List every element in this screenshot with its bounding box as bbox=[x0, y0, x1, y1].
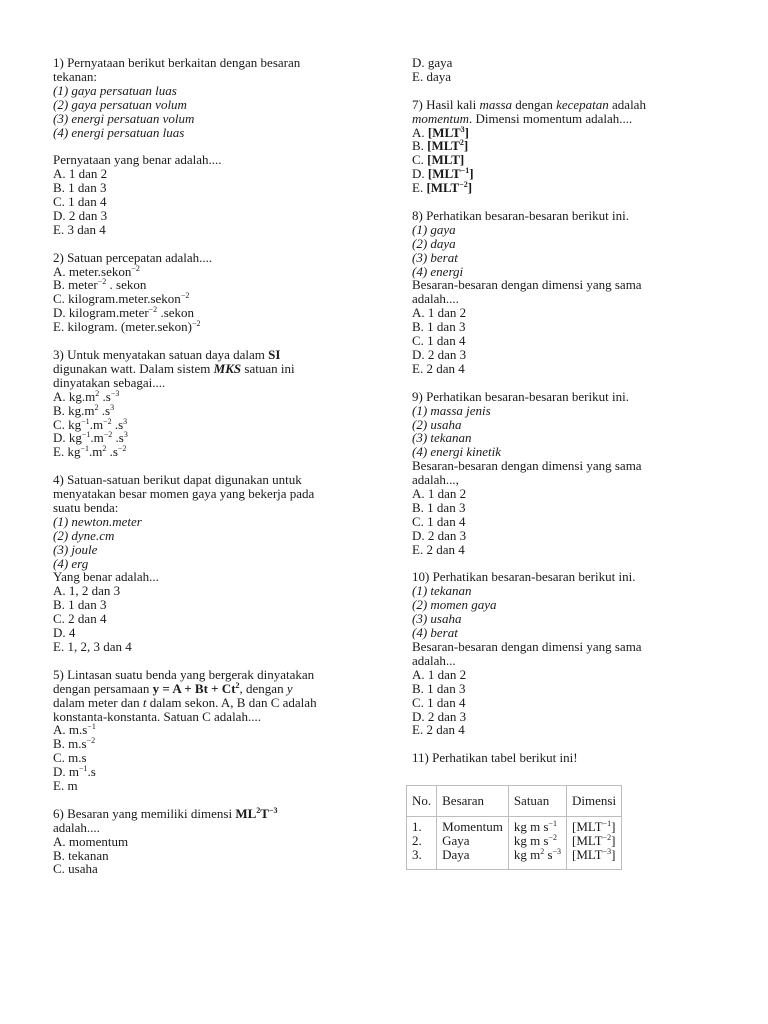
answer-option: C. m.s bbox=[53, 750, 87, 766]
answer-option: A. 1 dan 2 bbox=[412, 486, 467, 502]
question-stem: 2) Satuan percepatan adalah.... bbox=[53, 249, 213, 265]
answer-option: B. 1 dan 3 bbox=[412, 680, 466, 696]
answer-option: A. 1 dan 2 bbox=[412, 305, 467, 321]
question-stem: 4) Satuan-satuan berikut dapat digunakan untuk bbox=[53, 472, 302, 488]
question-11 bbox=[412, 751, 712, 765]
answer-option: A. meter.sekon$^{-2}$ bbox=[53, 263, 140, 279]
question-5 bbox=[53, 668, 353, 793]
statement-item: (1) newton.meter bbox=[53, 513, 142, 529]
answer-option: B. [MLT$^2$] bbox=[412, 138, 469, 154]
answer-option: B. 1 dan 3 bbox=[412, 499, 466, 515]
answer-option: A. 1, 2 dan 3 bbox=[53, 583, 121, 599]
answer-option: D. $kg^{-1}.m^{-2}$ $.s^3$ bbox=[53, 430, 128, 446]
question-stem: 1) Pernyataan berikut berkaitan dengan besaran bbox=[53, 55, 301, 70]
answer-option: E. daya bbox=[412, 68, 451, 84]
statement-item: (4) berat bbox=[412, 625, 458, 641]
table-cell-no: 1. bbox=[407, 817, 437, 834]
question-stem: konstanta-konstanta. Satuan C adalah.... bbox=[53, 708, 261, 724]
answer-option: D. 2 dan 3 bbox=[412, 347, 467, 362]
table-cell-dimensi: $[MLT^{-3}]$ bbox=[567, 848, 622, 869]
question-2 bbox=[53, 251, 353, 334]
question-stem: 6) Besaran yang memiliki dimensi $ML^2T^{-3}$ bbox=[53, 805, 278, 821]
answer-option: D. 2 dan 3 bbox=[412, 708, 467, 724]
table-cell-satuan: kg m $s^{-1}$ bbox=[508, 817, 566, 834]
answer-option: D. kilogram.meter$^{-2}$ .sekon bbox=[53, 305, 195, 321]
question-6-continued bbox=[412, 56, 712, 84]
answer-option: C. 1 dan 4 bbox=[412, 513, 466, 529]
statement-item: (1) gaya persatuan luas bbox=[53, 82, 177, 98]
statement-item: (2) gaya persatuan volum bbox=[53, 96, 187, 112]
question-3 bbox=[53, 348, 353, 459]
answer-option: B. $m.s^{-2}$ bbox=[53, 736, 96, 752]
statement-item: (3) tekanan bbox=[412, 430, 472, 446]
answer-option: C. 2 dan 4 bbox=[53, 611, 107, 627]
answer-option: E. 2 dan 4 bbox=[412, 722, 465, 738]
table-row bbox=[407, 848, 622, 869]
statement-item: (3) berat bbox=[412, 249, 458, 265]
answer-option: D. $m^{-1}.s$ bbox=[53, 764, 96, 780]
table-cell-no: 3. bbox=[407, 848, 437, 869]
question-prompt: adalah.... bbox=[412, 291, 459, 307]
table-row bbox=[407, 834, 622, 848]
answer-option: D. 2 dan 3 bbox=[412, 527, 467, 543]
question-stem: dalam meter dan t dalam sekon. A, B dan C adalah bbox=[53, 694, 317, 710]
column-header: No. bbox=[407, 786, 437, 817]
statement-item: (3) energi persatuan volum bbox=[53, 110, 195, 126]
answer-option: B. meter$^{-2}$ . sekon bbox=[53, 277, 147, 293]
question-stem: suatu benda: bbox=[53, 499, 119, 515]
column-header: Besaran bbox=[437, 786, 509, 817]
right-column bbox=[412, 56, 712, 765]
question-6 bbox=[53, 807, 353, 877]
table-cell-satuan: kg m $s^{-2}$ bbox=[508, 834, 566, 848]
statement-item: (1) tekanan bbox=[412, 583, 472, 599]
table-cell-dimensi: $[MLT^{-2}]$ bbox=[567, 834, 622, 848]
question-8 bbox=[412, 209, 712, 376]
answer-option: E. $[MLT^{-2}]$ bbox=[412, 180, 473, 196]
answer-option: B. 1 dan 3 bbox=[53, 180, 107, 196]
answer-option: A. 1 dan 2 bbox=[412, 666, 467, 682]
answer-option: C. 1 dan 4 bbox=[53, 194, 107, 210]
question-stem: 3) Untuk menyatakan satuan daya dalam SI bbox=[53, 346, 281, 362]
left-column bbox=[53, 56, 353, 876]
answer-option: E. 3 dan 4 bbox=[53, 221, 106, 237]
statement-item: (2) dyne.cm bbox=[53, 527, 115, 543]
answer-option: C. 1 dan 4 bbox=[412, 333, 466, 349]
answer-option: E. 2 dan 4 bbox=[412, 360, 465, 376]
answer-option: A. $kg.m^2$ $.s^{-3}$ bbox=[53, 388, 120, 404]
statement-item: (2) daya bbox=[412, 235, 456, 251]
question-prompt: Besaran-besaran dengan dimensi yang sama bbox=[412, 277, 642, 293]
question-stem: dengan persamaan $y = A + Bt + Ct^2$, dengan y bbox=[53, 680, 293, 696]
answer-option: C. 1 dan 4 bbox=[412, 694, 466, 710]
quantity-table bbox=[406, 785, 622, 870]
statement-item: (4) energi bbox=[412, 263, 464, 279]
column-header: Satuan bbox=[508, 786, 566, 817]
question-stem: 9) Perhatikan besaran-besaran berikut ini. bbox=[412, 388, 629, 404]
answer-option: B. tekanan bbox=[53, 847, 109, 863]
question-prompt: Pernyataan yang benar adalah.... bbox=[53, 152, 222, 168]
table-cell-dimensi: $[MLT^{-1}]$ bbox=[567, 817, 622, 834]
question-prompt: Besaran-besaran dengan dimensi yang sama bbox=[412, 458, 642, 474]
answer-option: D. 2 dan 3 bbox=[53, 207, 108, 223]
statement-item: (2) momen gaya bbox=[412, 597, 497, 613]
statement-item: (1) gaya bbox=[412, 221, 456, 237]
question-prompt: adalah... bbox=[412, 652, 456, 668]
question-stem: 7) Hasil kali massa dengan kecepatan adalah bbox=[412, 96, 646, 112]
question-stem: digunakan watt. Dalam sistem MKS satuan ini bbox=[53, 360, 295, 376]
question-1 bbox=[53, 56, 353, 237]
question-stem: momentum. Dimensi momentum adalah.... bbox=[412, 110, 633, 126]
question-stem: 11) Perhatikan tabel berikut ini! bbox=[412, 750, 578, 766]
question-10 bbox=[412, 570, 712, 737]
statement-item: (4) energi kinetik bbox=[412, 444, 502, 460]
answer-option: A. $m.s^{-1}$ bbox=[53, 722, 96, 738]
question-stem: adalah.... bbox=[53, 819, 100, 835]
answer-option: C. kilogram.meter.sekon$^{-2}$ bbox=[53, 291, 190, 307]
table-cell-besaran: Gaya bbox=[437, 834, 509, 848]
statement-item: (3) usaha bbox=[412, 611, 462, 627]
answer-option: D. gaya bbox=[412, 55, 453, 70]
answer-option: C. [MLT] bbox=[412, 152, 465, 168]
equation: y = A + Bt + Ct bbox=[152, 680, 236, 696]
answer-option: E. 2 dan 4 bbox=[412, 541, 465, 557]
statement-item: (1) massa jenis bbox=[412, 402, 491, 418]
column-header: Dimensi bbox=[567, 786, 622, 817]
question-stem: dinyatakan sebagai.... bbox=[53, 374, 166, 390]
statement-item: (2) usaha bbox=[412, 416, 462, 432]
answer-option: A. momentum bbox=[53, 833, 129, 849]
question-prompt: Yang benar adalah... bbox=[53, 569, 159, 585]
question-prompt: Besaran-besaran dengan dimensi yang sama bbox=[412, 639, 642, 654]
answer-option: D. 4 bbox=[53, 625, 76, 641]
answer-option: C. $kg^{-1}.m^{-2}$ $.s^3$ bbox=[53, 416, 128, 432]
question-stem: menyatakan besar momen gaya yang bekerja pada bbox=[53, 486, 315, 502]
table-cell-satuan: kg $m^2$ $s^{-3}$ bbox=[508, 848, 566, 869]
question-stem: 8) Perhatikan besaran-besaran berikut ini. bbox=[412, 207, 629, 223]
question-prompt: adalah..., bbox=[412, 472, 459, 488]
question-stem: 5) Lintasan suatu benda yang bergerak dinyatakan bbox=[53, 666, 315, 682]
table-cell-no: 2. bbox=[407, 834, 437, 848]
answer-option: E. m bbox=[53, 778, 78, 794]
answer-option: E. 1, 2, 3 dan 4 bbox=[53, 639, 132, 654]
answer-option: A. [MLT$^3$] bbox=[412, 124, 469, 140]
answer-option: B. 1 dan 3 bbox=[53, 597, 107, 613]
table-cell-besaran: Momentum bbox=[437, 817, 509, 834]
question-7 bbox=[412, 98, 712, 195]
question-9 bbox=[412, 390, 712, 557]
question-4 bbox=[53, 473, 353, 654]
answer-option: C. usaha bbox=[53, 861, 98, 877]
answer-option: A. 1 dan 2 bbox=[53, 166, 108, 182]
statement-item: (3) joule bbox=[53, 541, 98, 557]
table-header-row bbox=[407, 786, 622, 817]
statement-item: (4) energi persatuan luas bbox=[53, 124, 185, 140]
answer-option: E. $kg^{-1}.m^2$ $.s^{-2}$ bbox=[53, 444, 127, 460]
answer-option: B. 1 dan 3 bbox=[412, 319, 466, 335]
statement-item: (4) erg bbox=[53, 555, 89, 571]
answer-option: B. $kg.m^2$ $.s^3$ bbox=[53, 402, 115, 418]
table-row bbox=[407, 817, 622, 834]
table-cell-besaran: Daya bbox=[437, 848, 509, 869]
answer-option: E. kilogram. (meter.sekon)$^{-2}$ bbox=[53, 319, 201, 335]
answer-option: D. $[MLT^{-1}]$ bbox=[412, 166, 474, 182]
question-stem: 10) Perhatikan besaran-besaran berikut ini. bbox=[412, 569, 636, 585]
question-stem: tekanan: bbox=[53, 68, 98, 84]
